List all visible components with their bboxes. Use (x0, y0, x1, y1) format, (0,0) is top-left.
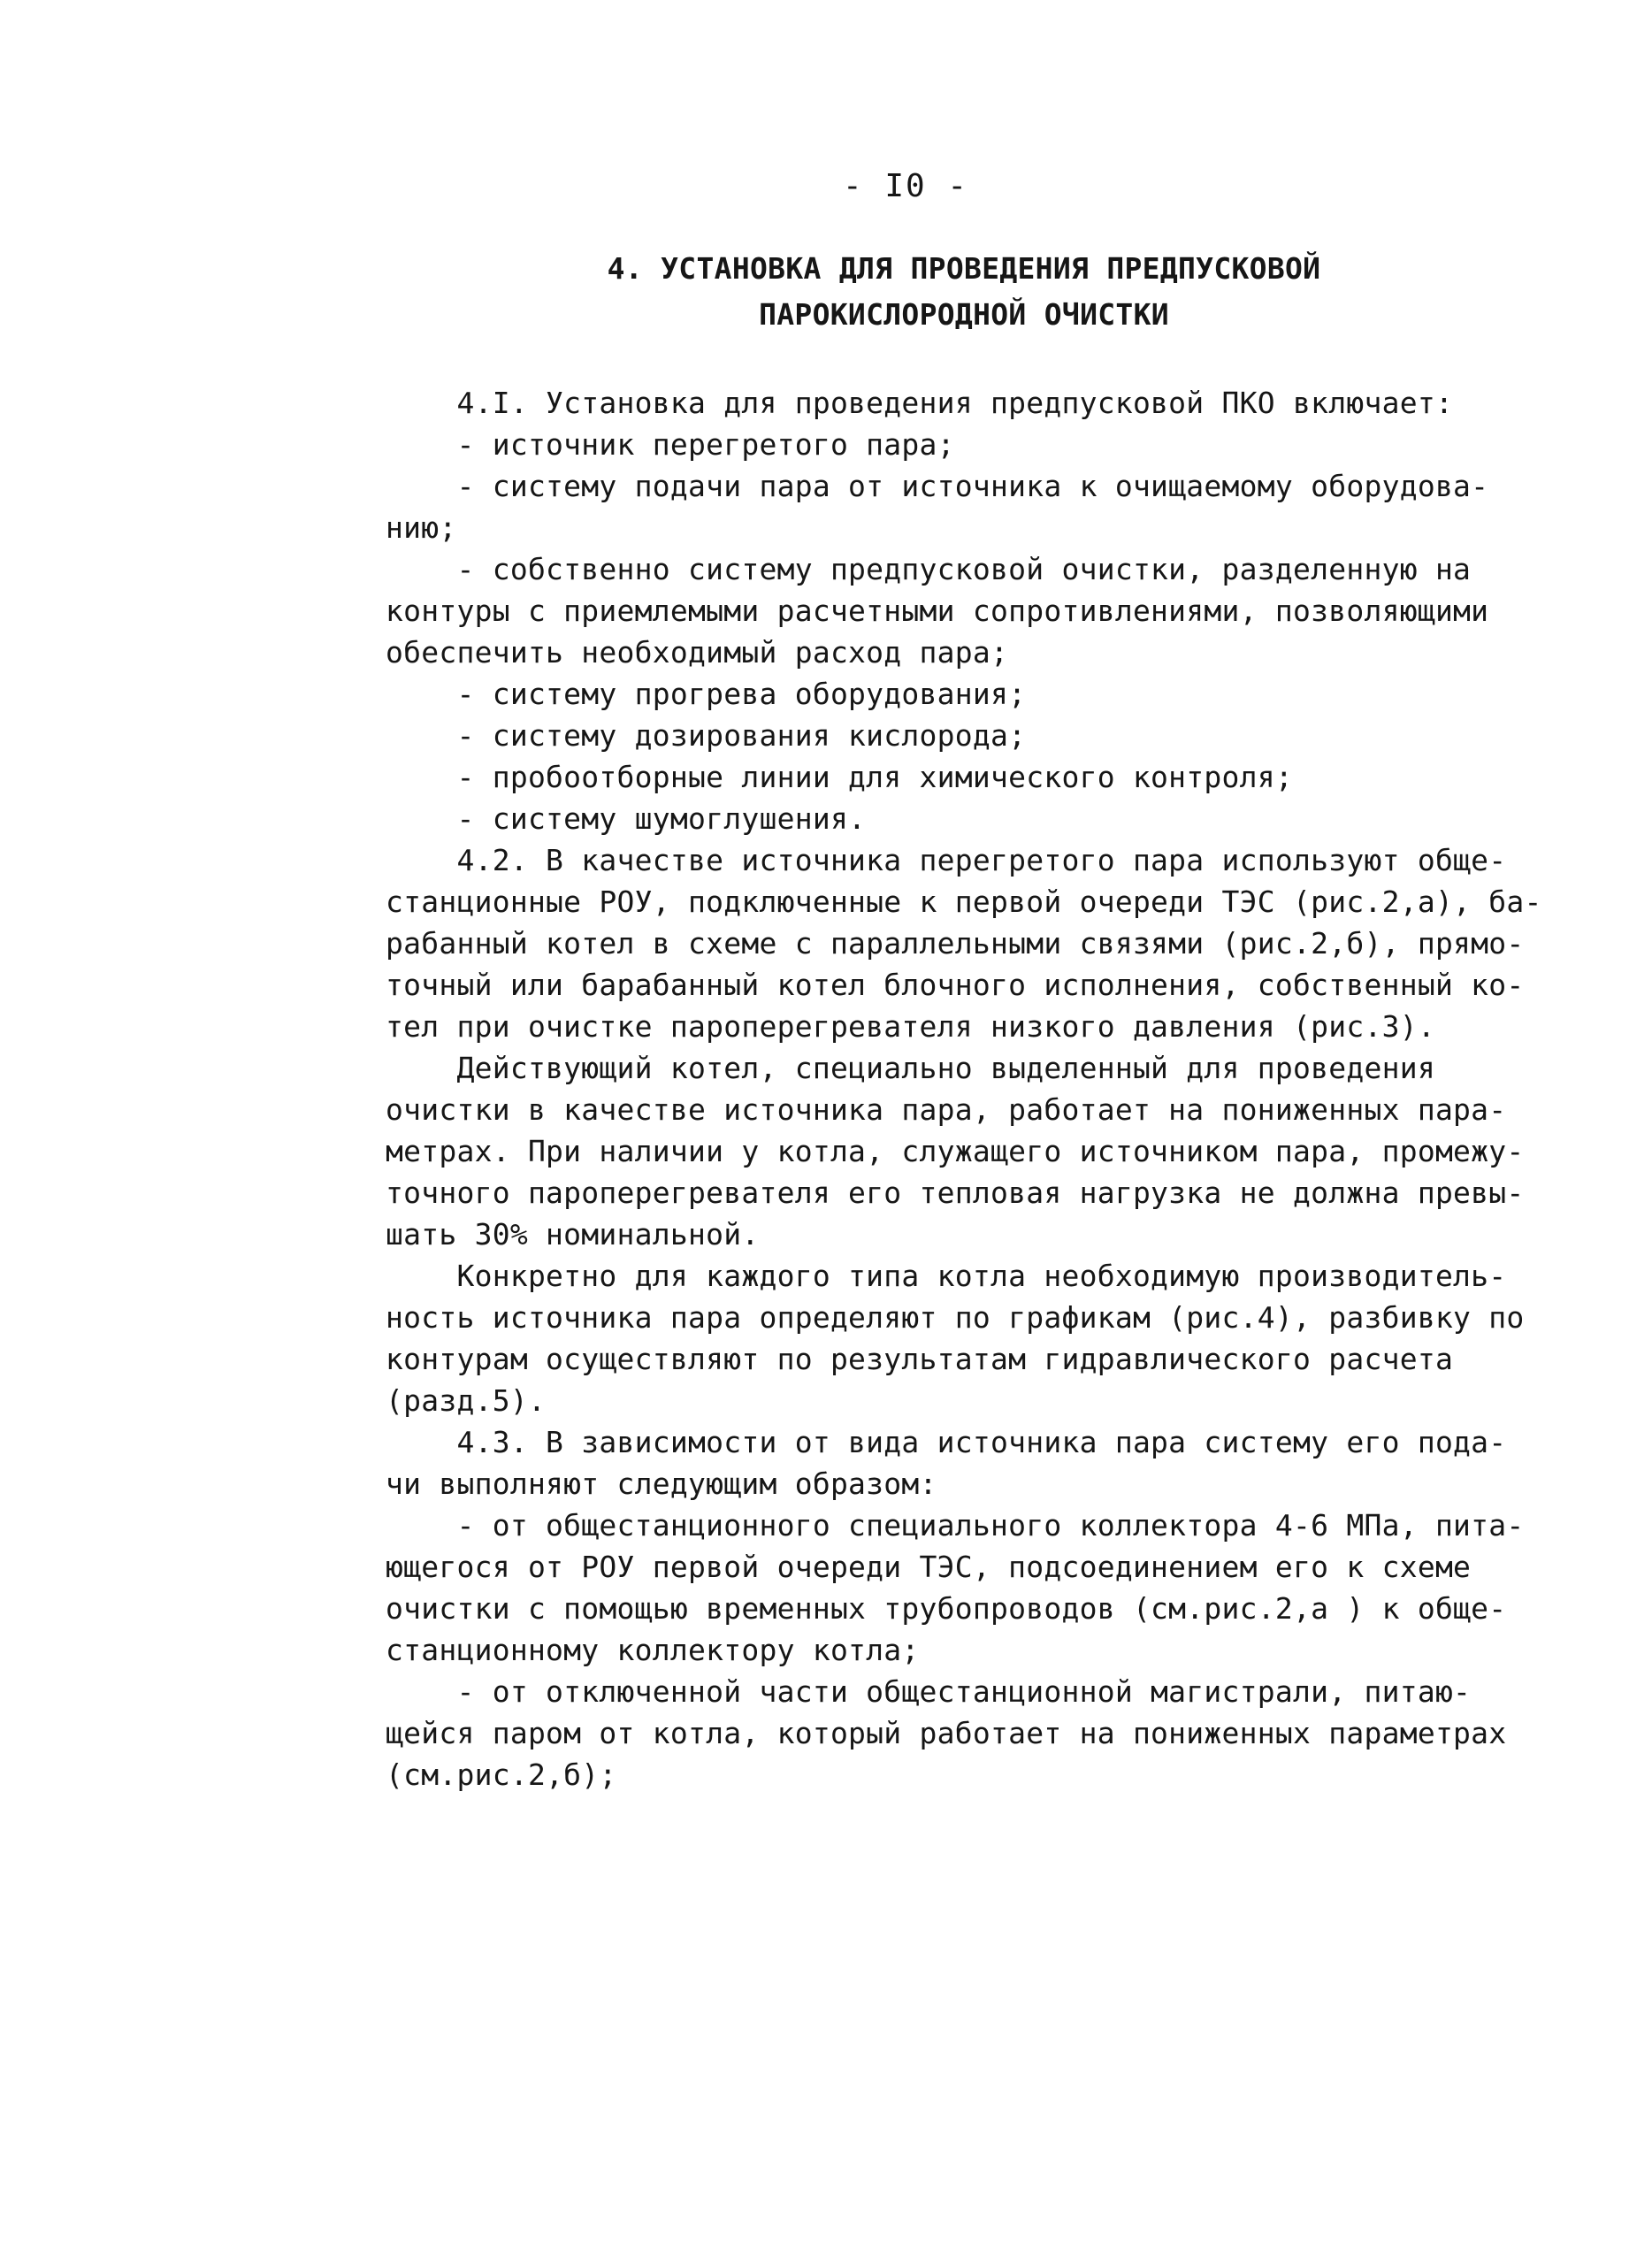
text-line: 4.2. В качестве источника перегретого пара используют обще- (386, 843, 1507, 877)
text-line: Конкретно для каждого типа котла необходимую производитель- (386, 1259, 1507, 1293)
section-title-line-1: 4. УСТАНОВКА ДЛЯ ПРОВЕДЕНИЯ ПРЕДПУСКОВОЙ (607, 251, 1321, 286)
section-title (380, 246, 1548, 338)
text-line: шать 30% номинальной. (386, 1217, 760, 1252)
page-number: - I0 - (842, 168, 969, 204)
text-line: Действующий котел, специально выделенный для проведения (386, 1051, 1435, 1085)
text-line: (разд.5). (386, 1383, 547, 1418)
text-line: - пробоотборные линии для химического контроля; (386, 760, 1294, 794)
text-line: станционные РОУ, подключенные к первой очереди ТЭС (рис.2,а), ба- (386, 884, 1542, 919)
text-line: 4.I. Установка для проведения предпусковой ПКО включает: (386, 386, 1454, 420)
text-line: чи выполняют следующим образом: (386, 1466, 937, 1501)
text-line: 4.3. В зависимости от вида источника пара систему его пода- (386, 1425, 1507, 1459)
text-line: нию; (386, 510, 457, 545)
text-line: - систему подачи пара от источника к очищаемому оборудова- (386, 469, 1489, 503)
text-line: тел при очистке пароперегревателя низкого давления (рис.3). (386, 1009, 1435, 1044)
text-line: - собственно систему предпусковой очистки, разделенную на (386, 552, 1472, 586)
text-line: точный или барабанный котел блочного исполнения, собственный ко- (386, 968, 1525, 1002)
text-line: контурам осуществляют по результатам гидравлического расчета (386, 1342, 1454, 1376)
text-line: - систему дозирования кислорода; (386, 718, 1027, 753)
text-line: - от общестанционного специального коллектора 4-6 МПа, пита- (386, 1508, 1525, 1543)
text-line: щейся паром от котла, который работает на пониженных параметрах (386, 1716, 1507, 1750)
text-line: метрах. При наличии у котла, служащего источником пара, промежу- (386, 1134, 1525, 1168)
text-line: (см.рис.2,б); (386, 1757, 617, 1792)
text-line: точного пароперегревателя его тепловая нагрузка не должна превы- (386, 1175, 1525, 1210)
text-line: рабанный котел в схеме с параллельными связями (рис.2,б), прямо- (386, 926, 1525, 961)
text-line: контуры с приемлемыми расчетными сопротивлениями, позволяющими (386, 593, 1489, 628)
text-line: станционному коллектору котла; (386, 1633, 920, 1667)
text-line: - источник перегретого пара; (386, 427, 955, 462)
section-title-line-2: ПАРОКИСЛОРОДНОЙ ОЧИСТКИ (759, 297, 1169, 332)
body-text (386, 382, 1544, 1795)
text-line: очистки в качестве источника пара, работает на пониженных пара- (386, 1092, 1507, 1127)
text-line: - систему прогрева оборудования; (386, 677, 1027, 711)
text-line: ность источника пара определяют по графикам (рис.4), разбивку по (386, 1300, 1525, 1335)
text-line: очистки с помощью временных трубопроводов (см.рис.2,а ) к обще- (386, 1591, 1507, 1626)
text-line: обеспечить необходимый расход пара; (386, 635, 1009, 670)
text-line: - систему шумоглушения. (386, 801, 867, 836)
text-line: - от отключенной части общестанционной магистрали, питаю- (386, 1674, 1472, 1709)
text-line: ющегося от РОУ первой очереди ТЭС, подсоединением его к схеме (386, 1550, 1472, 1584)
